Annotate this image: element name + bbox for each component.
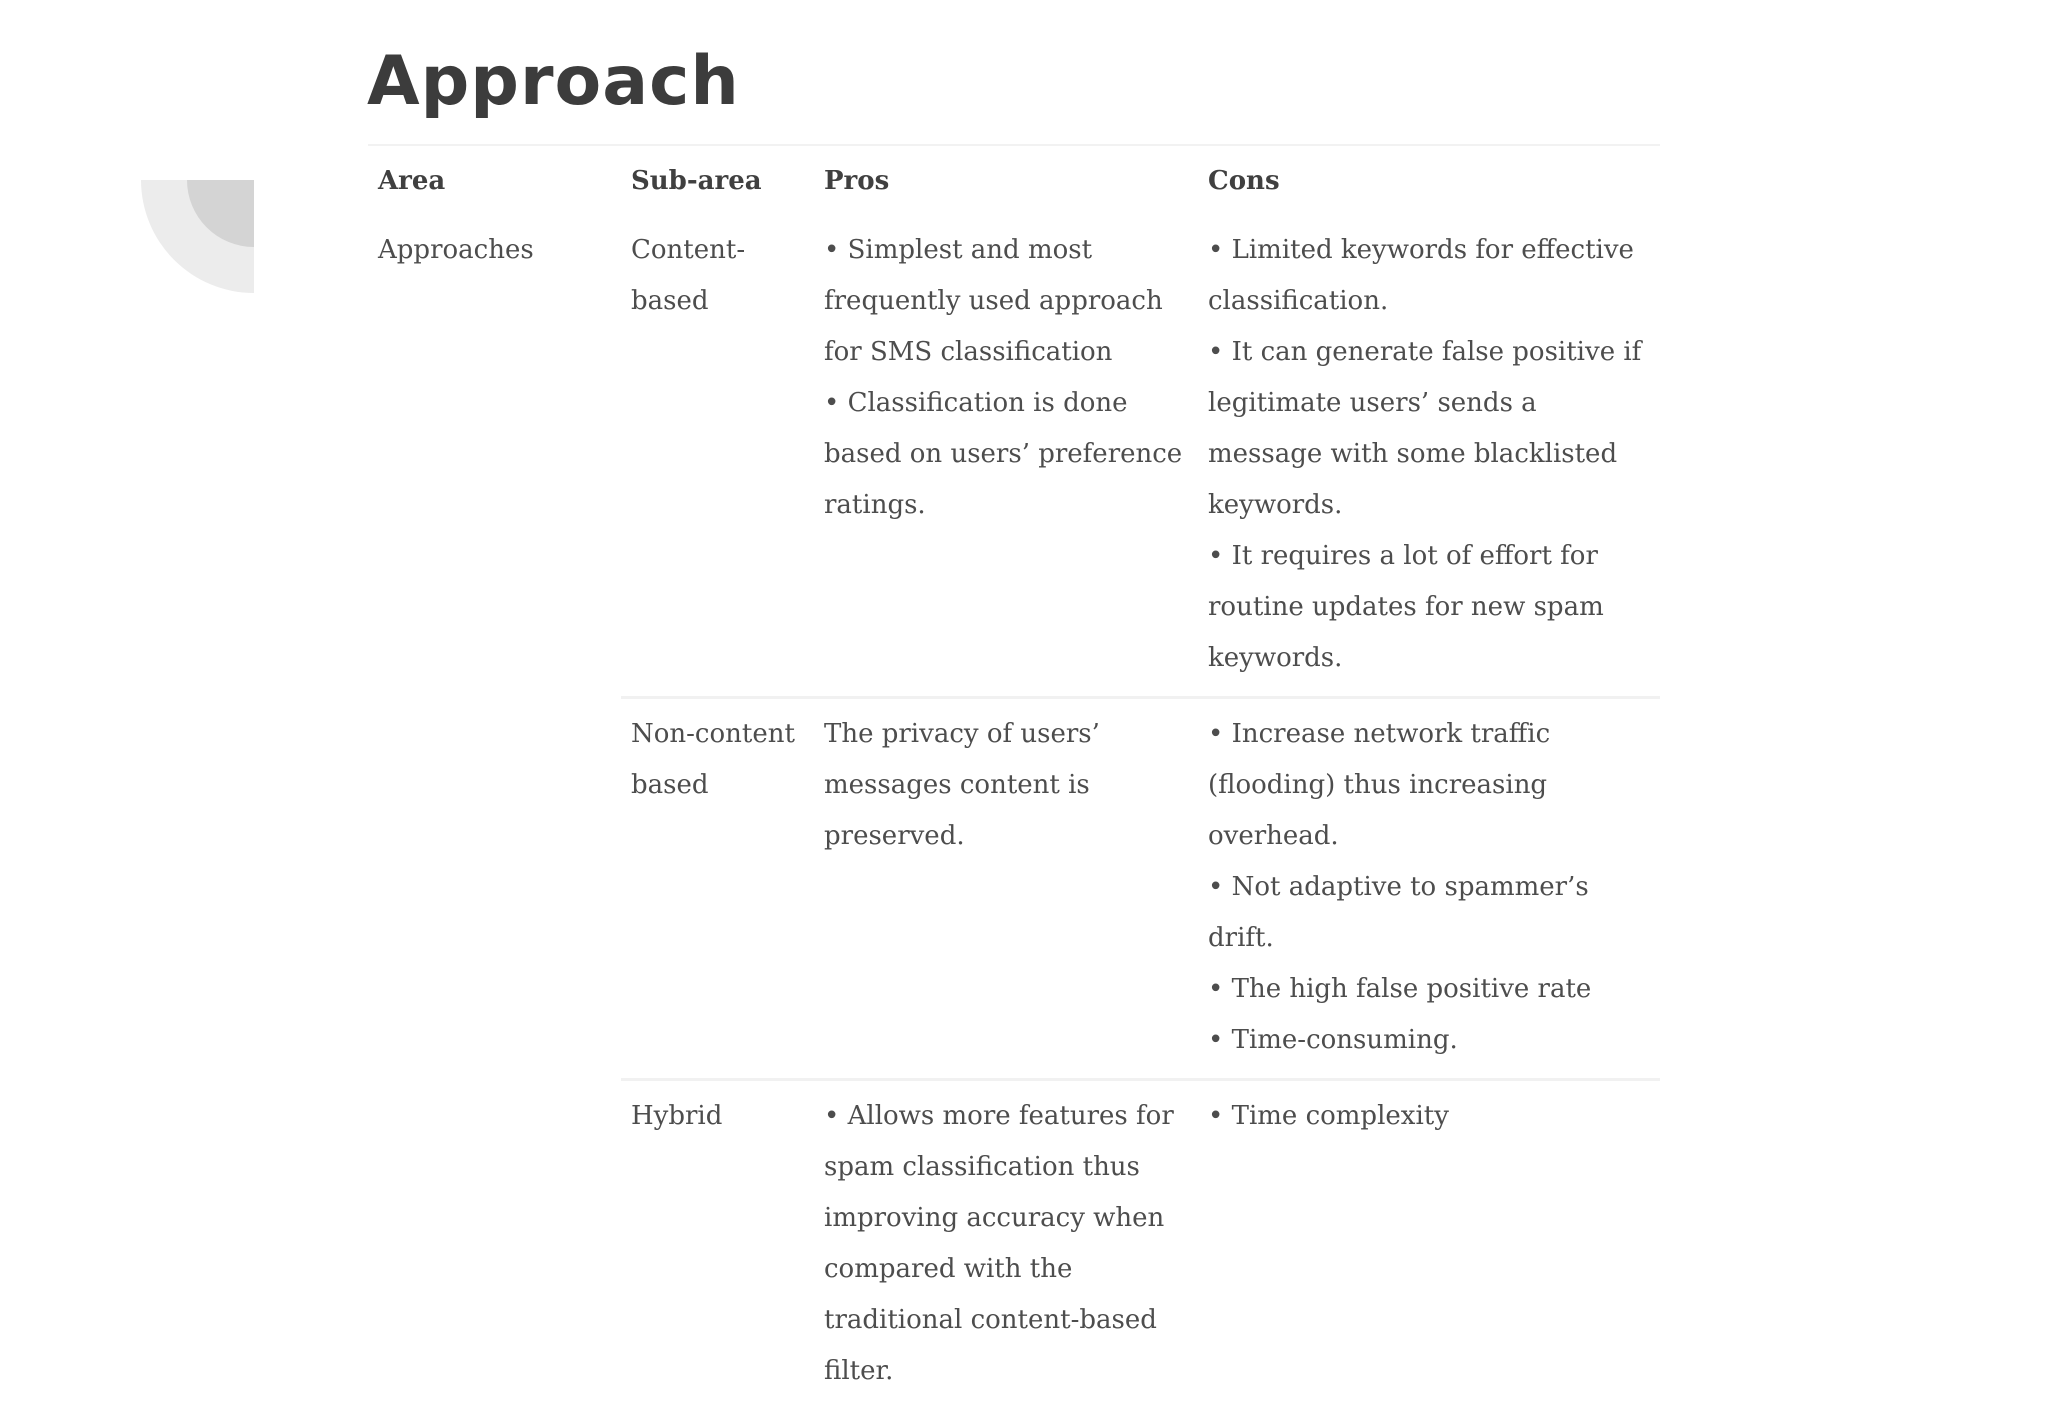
cell-pros [814, 698, 1198, 1080]
cons-item: • The high false positive rate [1208, 964, 1650, 1015]
cell-cons [1198, 698, 1660, 1080]
page-title: Approach [367, 40, 740, 124]
cell-subarea: Content-based [621, 215, 814, 698]
pros-item: • Simplest and most frequently used approach for SMS classification [824, 225, 1188, 378]
approach-table [368, 146, 1660, 1409]
cons-item: • Time-consuming. [1208, 1015, 1650, 1066]
cell-area: Approaches [368, 215, 621, 1409]
header-pros: Pros [814, 146, 1198, 215]
table-row [368, 215, 1660, 698]
pros-item: • Allows more features for spam classification thus improving accuracy when compared with the traditional content-based filter. [824, 1091, 1188, 1397]
cons-item: • It requires a lot of effort for routine updates for new spam keywords. [1208, 531, 1650, 684]
header-subarea: Sub-area [621, 146, 814, 215]
approach-table-container [368, 144, 1660, 1136]
cons-item: • Limited keywords for effective classification. [1208, 225, 1650, 327]
decorative-arc [141, 180, 254, 293]
cell-pros [814, 1080, 1198, 1409]
pros-item: The privacy of users’ messages content is preserved. [824, 709, 1188, 862]
cons-item: • It can generate false positive if legitimate users’ sends a message with some blacklisted keywords. [1208, 327, 1650, 531]
cons-item: • Time complexity [1208, 1091, 1650, 1142]
table-header-row [368, 146, 1660, 215]
cell-cons [1198, 215, 1660, 698]
cell-subarea: Hybrid [621, 1080, 814, 1409]
cell-cons [1198, 1080, 1660, 1409]
pros-item: • Classification is done based on users’ preference ratings. [824, 378, 1188, 531]
cell-subarea: Non-content based [621, 698, 814, 1080]
header-area: Area [368, 146, 621, 215]
cons-item: • Not adaptive to spammer’s drift. [1208, 862, 1650, 964]
cell-pros [814, 215, 1198, 698]
cons-item: • Increase network traffic (flooding) thus increasing overhead. [1208, 709, 1650, 862]
header-cons: Cons [1198, 146, 1660, 215]
